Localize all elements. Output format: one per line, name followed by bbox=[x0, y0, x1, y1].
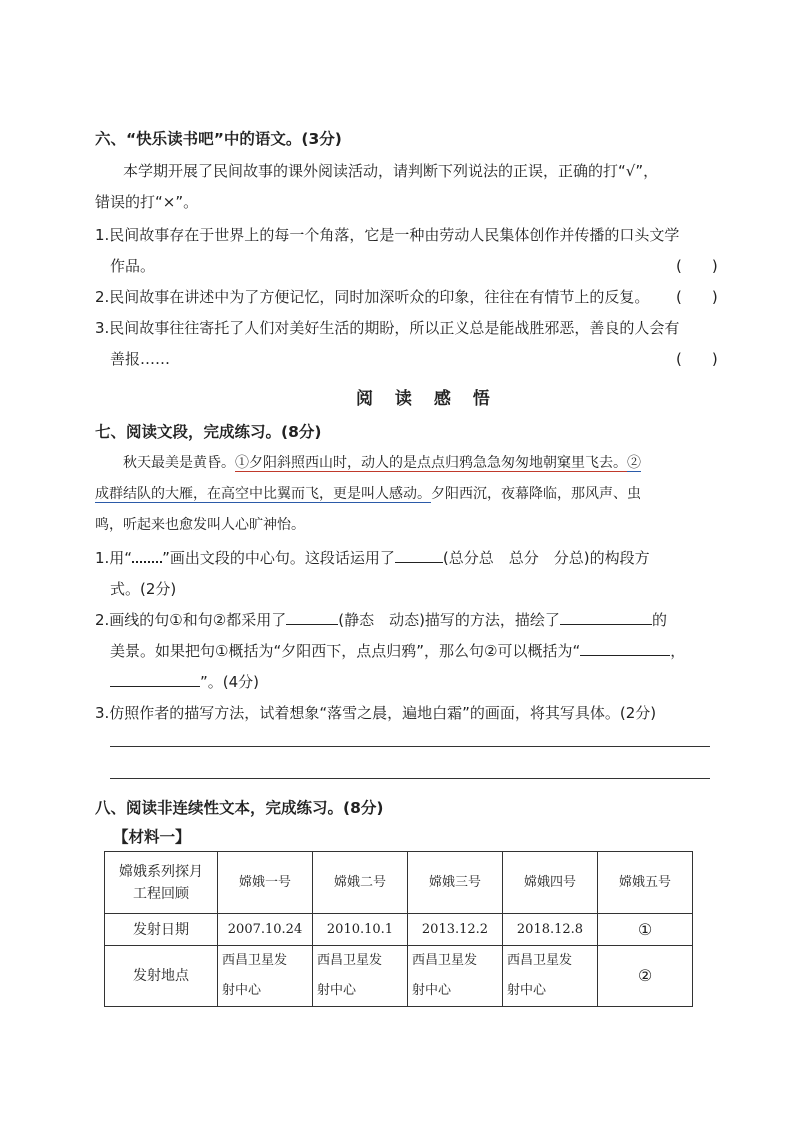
date-3: 2013.12.2 bbox=[408, 914, 503, 946]
judge-item-2-line1: 2.民间故事在讲述中为了方便记忆，同时加深听众的印象，往往在有情节上的反复。 bbox=[95, 288, 650, 306]
q2-text-c: 的 bbox=[651, 611, 667, 629]
part-heading: 阅 读 感 悟 bbox=[356, 389, 498, 409]
q1-line1 bbox=[95, 547, 650, 568]
q2-line2 bbox=[110, 640, 685, 661]
col-header-2: 嫦娥二号 bbox=[313, 852, 408, 914]
site-2-line1: 西昌卫星发 bbox=[317, 953, 383, 968]
date-1: 2007.10.24 bbox=[218, 914, 313, 946]
site-3-line1: 西昌卫星发 bbox=[412, 953, 478, 968]
passage-line2 bbox=[95, 483, 641, 503]
q3-text: 3.仿照作者的描写方法，试着想象“落雪之晨，遍地白霜”的画面，将其写具体。(2分) bbox=[95, 704, 657, 722]
q1-text-a: 1.用“ bbox=[95, 549, 133, 567]
row-label-date: 发射日期 bbox=[105, 914, 218, 946]
section6-intro-line1: 本学期开展了民间故事的课外阅读活动，请判断下列说法的正误，正确的打“√”， bbox=[123, 162, 659, 180]
q3-answer-line-2[interactable] bbox=[110, 778, 710, 779]
col-header-3: 嫦娥三号 bbox=[408, 852, 503, 914]
site-3 bbox=[408, 946, 503, 1007]
site-4-line1: 西昌卫星发 bbox=[507, 953, 573, 968]
judge-answer-3[interactable]: ( ) bbox=[676, 350, 718, 368]
q1-line2: 式。(2分) bbox=[110, 580, 177, 598]
col-header-1: 嫦娥一号 bbox=[218, 852, 313, 914]
judge-item-3-line2: 善报…… bbox=[110, 350, 171, 368]
q2-text-e: ， bbox=[670, 642, 686, 660]
q1-text-c: (总分总 总分 分总)的构段方 bbox=[442, 549, 650, 567]
date-2: 2010.10.1 bbox=[313, 914, 408, 946]
site-2-line2: 射中心 bbox=[317, 983, 357, 998]
q2-blank-2[interactable] bbox=[560, 610, 652, 625]
header-title-line2: 工程回顾 bbox=[133, 885, 189, 902]
site-1-line2: 射中心 bbox=[222, 983, 262, 998]
site-2 bbox=[313, 946, 408, 1007]
material-label: 【材料一】 bbox=[113, 828, 191, 846]
passage-line3: 鸣，听起来也愈发叫人心旷神怡。 bbox=[95, 517, 305, 533]
col-header-5: 嫦娥五号 bbox=[598, 852, 693, 914]
judge-answer-2[interactable]: ( ) bbox=[676, 288, 718, 306]
judge-item-3-line1: 3.民间故事往往寄托了人们对美好生活的期盼，所以正义总是能战胜邪恶，善良的人会有 bbox=[95, 319, 680, 337]
section6-intro-line2: 错误的打“×”。 bbox=[95, 193, 199, 211]
date-5-blank[interactable]: ① bbox=[598, 914, 693, 946]
q2-text-a: 2.画线的句①和句②都采用了 bbox=[95, 611, 287, 629]
col-header-4: 嫦娥四号 bbox=[503, 852, 598, 914]
q1-blank[interactable] bbox=[395, 548, 443, 563]
q2-line3 bbox=[110, 671, 259, 692]
q2-line1 bbox=[95, 609, 667, 630]
section8-title: 八、阅读非连续性文本，完成练习。(8分) bbox=[95, 799, 384, 817]
passage-sentence-1: ①夕阳斜照西山时，动人的是点点归鸦急急匆匆地朝窠里飞去。 bbox=[235, 455, 627, 471]
site-1 bbox=[218, 946, 313, 1007]
passage-opening: 秋天最美是黄昏。 bbox=[123, 455, 235, 471]
site-3-line2: 射中心 bbox=[412, 983, 452, 998]
judge-item-1-line1: 1.民间故事存在于世界上的每一个角落，它是一种由劳动人民集体创作并传播的口头文学 bbox=[95, 226, 680, 244]
passage-sentence-2-marker: ② bbox=[627, 455, 641, 471]
header-title-line1: 嫦娥系列探月 bbox=[119, 863, 203, 880]
q2-blank-1[interactable] bbox=[286, 610, 338, 625]
q2-text-d: 美景。如果把句①概括为“夕阳西下，点点归鸦”，那么句②可以概括为“ bbox=[110, 642, 581, 660]
row-label-site: 发射地点 bbox=[105, 946, 218, 1007]
passage-rest-1: 夕阳西沉，夜幕降临，那风声、虫 bbox=[431, 486, 641, 502]
site-1-line1: 西昌卫星发 bbox=[222, 953, 288, 968]
q1-text-b: ”画出文段的中心句。这段话运用了 bbox=[162, 549, 395, 567]
site-4 bbox=[503, 946, 598, 1007]
site-4-line2: 射中心 bbox=[507, 983, 547, 998]
passage-sentence-2: 成群结队的大雁，在高空中比翼而飞，更是叫人感动。 bbox=[95, 486, 431, 502]
q2-blank-4[interactable] bbox=[110, 672, 200, 687]
judge-answer-1[interactable]: ( ) bbox=[676, 257, 718, 275]
section7-title: 七、阅读文段，完成练习。(8分) bbox=[95, 423, 322, 441]
site-5-blank[interactable]: ② bbox=[598, 946, 693, 1007]
date-4: 2018.12.8 bbox=[503, 914, 598, 946]
passage-line1 bbox=[123, 452, 641, 472]
table-header-title bbox=[105, 852, 218, 914]
q2-text-b: (静态 动态)描写的方法，描绘了 bbox=[338, 611, 560, 629]
wavy-line-symbol bbox=[132, 549, 162, 563]
judge-item-1-line2: 作品。 bbox=[110, 257, 156, 275]
q2-blank-3[interactable] bbox=[580, 641, 670, 656]
q2-text-f: ”。(4分) bbox=[200, 673, 260, 691]
q3-answer-line-1[interactable] bbox=[110, 746, 710, 747]
section6-title: 六、“快乐读书吧”中的语文。(3分) bbox=[95, 130, 342, 148]
chang-e-table bbox=[104, 851, 693, 1007]
